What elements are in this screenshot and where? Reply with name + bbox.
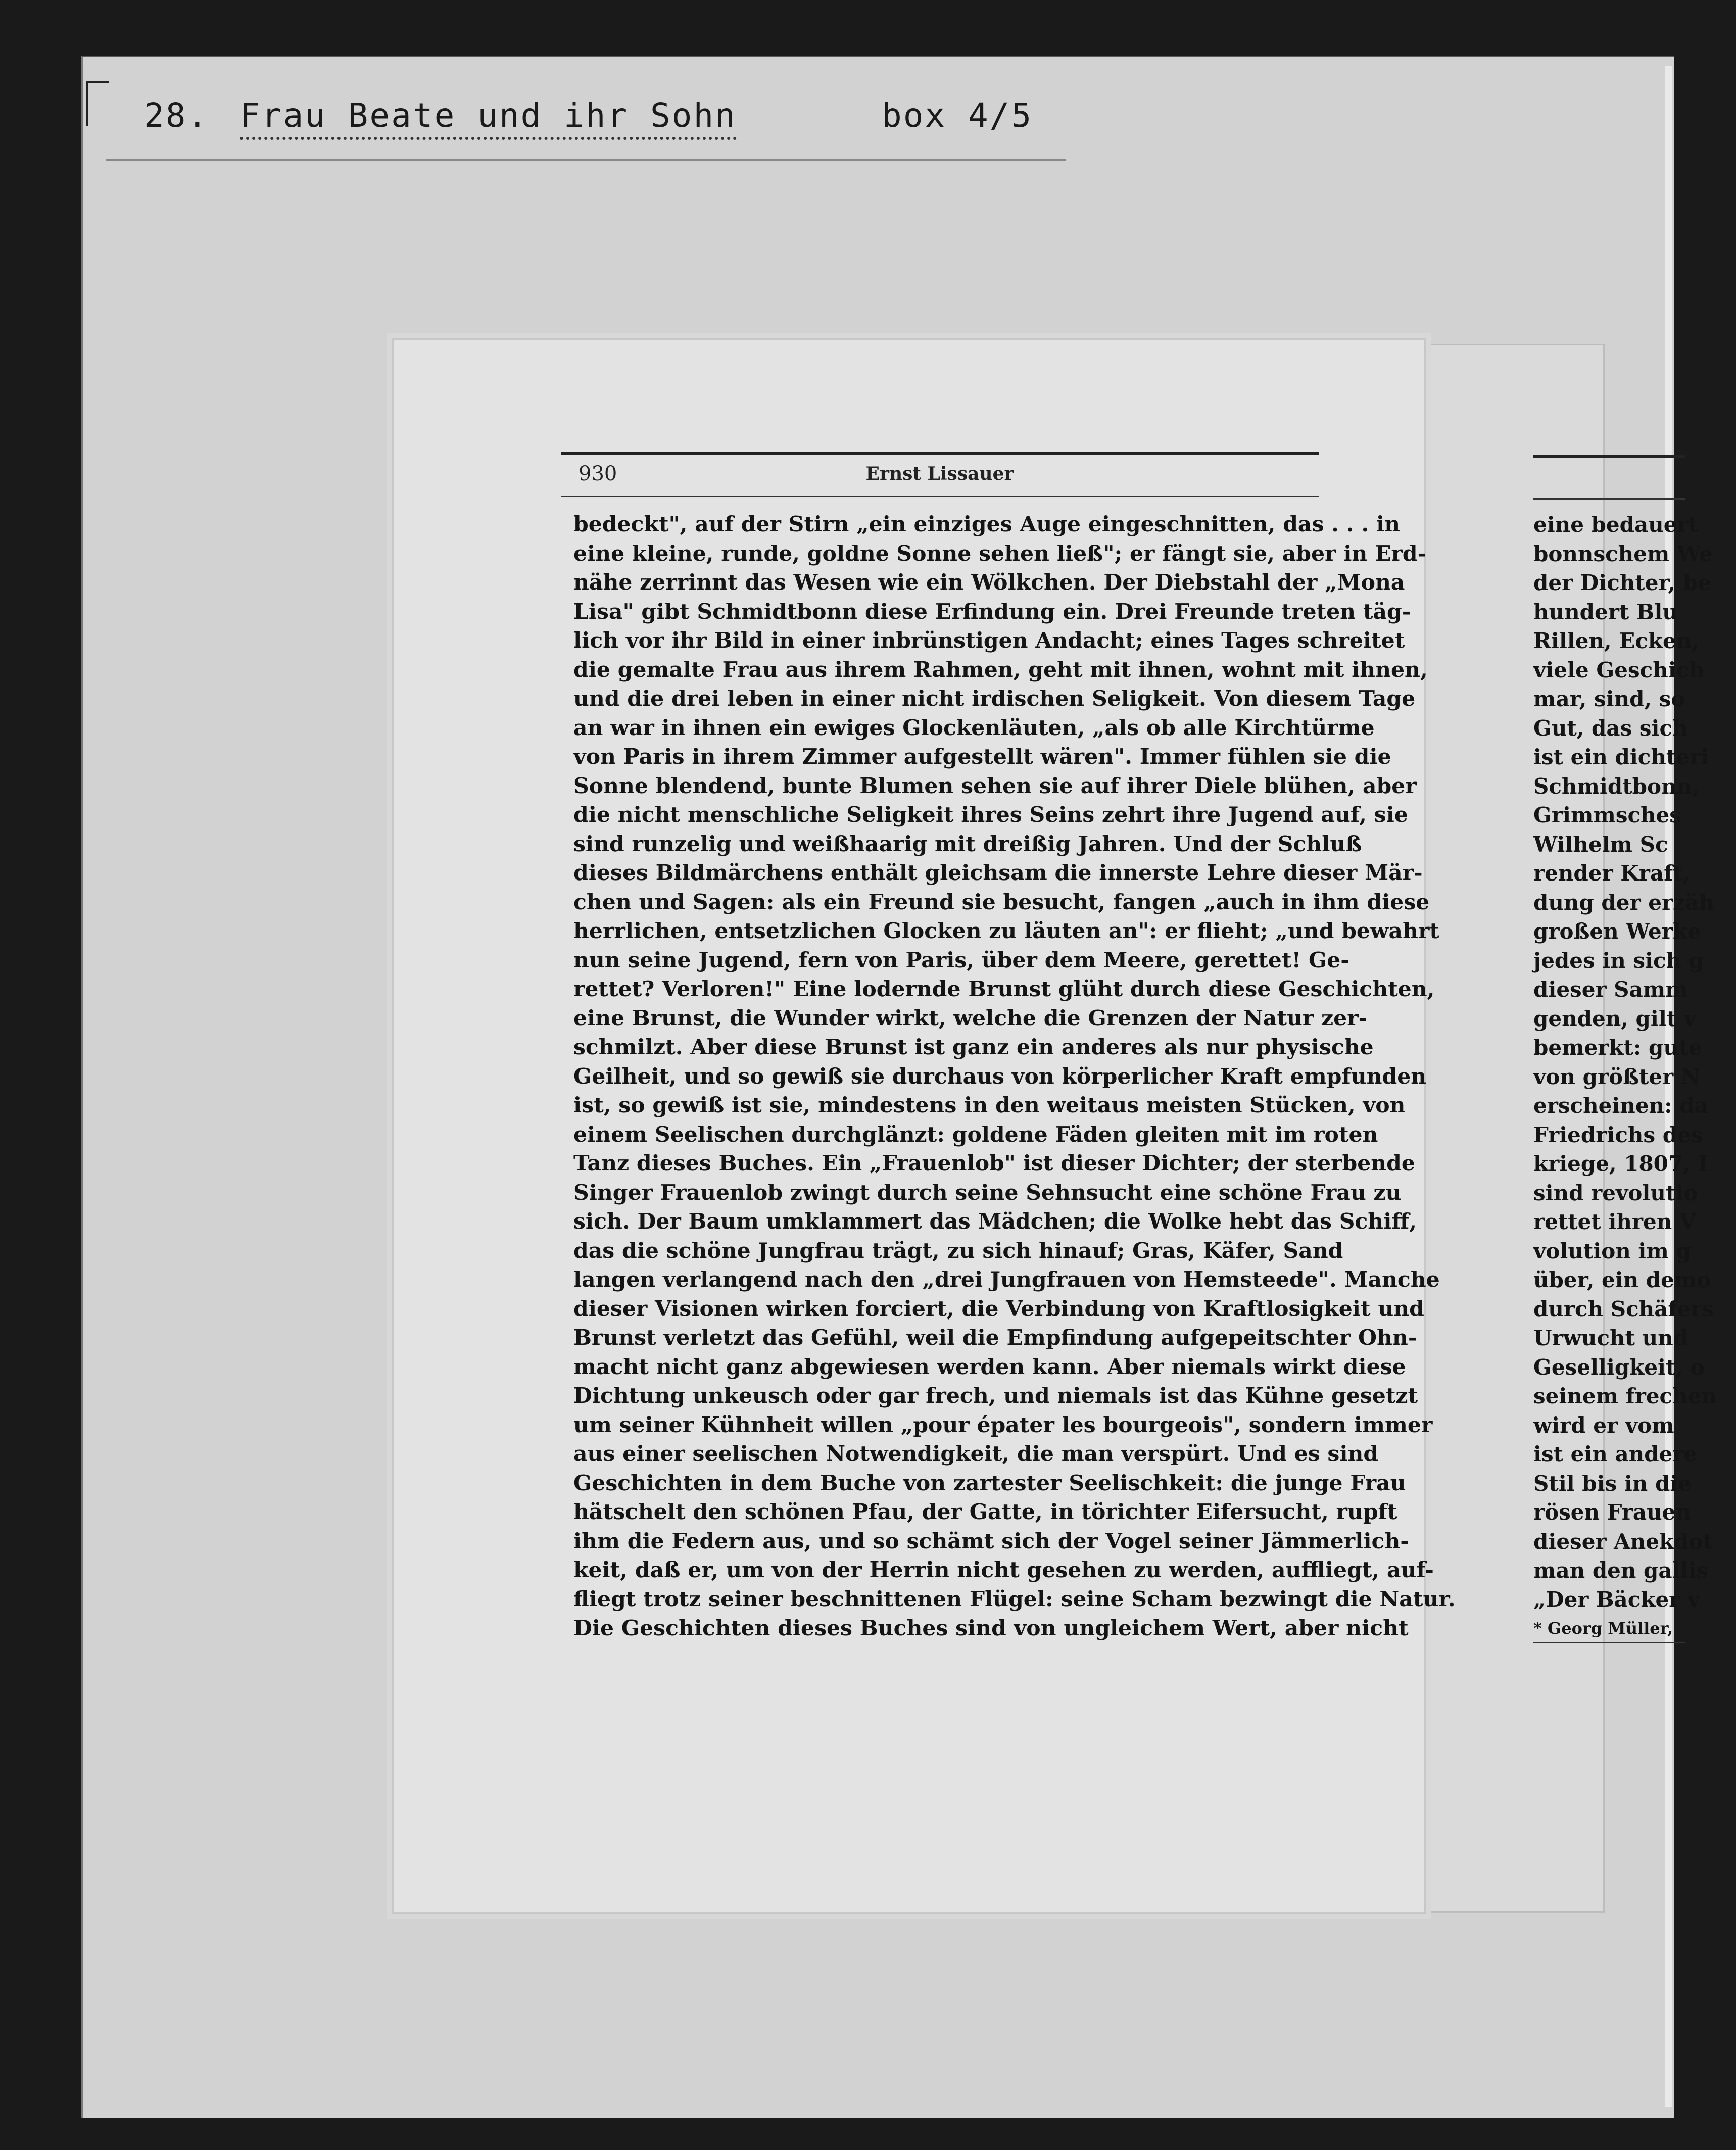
text-line: ist, so gewiß ist sie, mindestens in den weitaus meisten Stücken, von — [573, 1093, 1406, 1118]
adjacent-line: Urwucht und — [1533, 1326, 1689, 1350]
text-line: nähe zerrinnt das Wesen wie ein Wölkchen. Der Diebstahl der „Mona — [573, 570, 1405, 595]
adjacent-line: dieser Anekdot — [1533, 1529, 1713, 1554]
text-line: von Paris in ihrem Zimmer aufgestellt wären". Immer fühlen sie die — [573, 744, 1391, 769]
running-head — [561, 452, 1319, 497]
text-line: um seiner Kühnheit willen „pour épater les bourgeois", sondern immer — [573, 1412, 1433, 1438]
text-line: Lisa" gibt Schmidtbonn diese Erfindung ein. Drei Freunde treten täg- — [573, 599, 1411, 624]
text-line: hätschelt den schönen Pfau, der Gatte, in törichter Eifersucht, rupft — [573, 1499, 1397, 1525]
text-line: fliegt trotz seiner beschnittenen Flügel: seine Scham bezwingt die Natur. — [573, 1586, 1456, 1612]
text-line: schmilzt. Aber diese Brunst ist ganz ein anderes als nur physische — [573, 1035, 1374, 1060]
adjacent-line: Friedrichs des — [1533, 1122, 1703, 1147]
header-rule — [106, 159, 1066, 161]
adjacent-line: Rillen, Ecken, — [1533, 628, 1699, 653]
item-number: 28. — [144, 96, 209, 135]
text-line: die gemalte Frau aus ihrem Rahmen, geht mit ihnen, wohnt mit ihnen, — [573, 657, 1428, 682]
adjacent-line: jedes in sich g — [1533, 948, 1704, 973]
text-line: einem Seelischen durchglänzt: goldene Fäden gleiten mit im roten — [573, 1121, 1378, 1147]
text-line: bedeckt", auf der Stirn „ein einziges Auge eingeschnitten, das . . . in — [573, 512, 1401, 537]
text-line: langen verlangend nach den „drei Jungfrauen von Hemsteede". Manche — [573, 1267, 1440, 1292]
text-line: das die schöne Jungfrau trägt, zu sich hinauf; Gras, Käfer, Sand — [573, 1238, 1343, 1263]
text-line: Dichtung unkeusch oder gar frech, und niemals ist das Kühne gesetzt — [573, 1383, 1418, 1408]
adjacent-line: volution im g — [1533, 1238, 1691, 1263]
text-line: Geilheit, und so gewiß sie durchaus von körperlicher Kraft empfunden — [573, 1063, 1427, 1089]
text-line: rettet? Verloren!" Eine lodernde Brunst glüht durch diese Geschichten, — [573, 976, 1435, 1002]
adjacent-line: hundert Blu — [1533, 599, 1678, 624]
text-line: Brunst verletzt das Gefühl, weil die Empfindung aufgepeitschter Ohn- — [573, 1325, 1417, 1350]
text-line: eine Brunst, die Wunder wirkt, welche die Grenzen der Natur zer- — [573, 1005, 1368, 1031]
text-line: Geschichten in dem Buche von zartester Seelischkeit: die junge Frau — [573, 1470, 1406, 1496]
adjacent-line: bonnschem We — [1533, 541, 1713, 566]
text-line: und die drei leben in einer nicht irdischen Seligkeit. Von diesem Tage — [573, 686, 1416, 711]
adjacent-line: der Dichter, be — [1533, 570, 1711, 595]
footnote-rule — [1533, 1642, 1685, 1643]
adjacent-line: dieser Samm — [1533, 977, 1688, 1002]
adjacent-line: mar, sind, so — [1533, 687, 1685, 711]
text-line: lich vor ihr Bild in einer inbrünstigen Andacht; eines Tages schreitet — [573, 628, 1405, 653]
adjacent-line: erscheinen: da — [1533, 1093, 1708, 1118]
adjacent-line: großen Werke — [1533, 919, 1701, 944]
adjacent-line: Grimmsches — [1533, 803, 1681, 827]
page-number: 930 — [578, 462, 617, 485]
adjacent-line: wird er vom — [1533, 1412, 1674, 1438]
adjacent-line: von größter N — [1533, 1064, 1701, 1089]
text-line: Sonne blendend, bunte Blumen sehen sie auf ihrer Diele blühen, aber — [573, 773, 1417, 799]
adjacent-line: ist ein andere — [1533, 1442, 1698, 1467]
text-line: herrlichen, entsetzlichen Glocken zu läuten an": er flieht; „und bewahrt — [573, 918, 1440, 944]
adjacent-line: render Kraft, — [1533, 861, 1691, 886]
adjacent-line: rösen Frauen — [1533, 1500, 1691, 1525]
text-line: ihm die Federn aus, und so schämt sich der Vogel seiner Jämmerlich- — [573, 1528, 1409, 1554]
running-head-author: Ernst Lissauer — [865, 463, 1014, 484]
text-line: die nicht menschliche Seligkeit ihres Seins zehrt ihre Jugend auf, sie — [573, 802, 1408, 827]
adjacent-line: über, ein demo — [1533, 1267, 1711, 1292]
adjacent-page-fragment — [1533, 455, 1717, 1677]
text-line: an war in ihnen ein ewiges Glockenläuten, „als ob alle Kirchtürme — [573, 715, 1375, 741]
text-line: sich. Der Baum umklammert das Mädchen; die Wolke hebt das Schiff, — [573, 1209, 1417, 1234]
adjacent-line: sind revolutio — [1533, 1180, 1698, 1205]
adjacent-line: Geselligkeit, o — [1533, 1354, 1705, 1380]
box-label: box 4/5 — [882, 96, 1033, 135]
adjacent-line: „Der Bäcker v — [1533, 1587, 1700, 1612]
text-line: macht nicht ganz abgewiesen werden kann. Aber niemals wirkt diese — [573, 1354, 1406, 1380]
adjacent-line: viele Geschich — [1533, 657, 1705, 682]
adjacent-text — [1533, 510, 1717, 1643]
article-text — [573, 510, 1456, 1677]
adjacent-line: durch Schäfers — [1533, 1296, 1714, 1322]
text-line: sind runzelig und weißhaarig mit dreißig Jahren. Und der Schluß — [573, 831, 1362, 857]
adjacent-line: bemerkt: gute — [1533, 1035, 1703, 1060]
adjacent-line: Wilhelm Sc — [1533, 832, 1668, 857]
adjacent-line: seinem frechen — [1533, 1384, 1717, 1408]
adjacent-line: kriege, 1807, I — [1533, 1151, 1708, 1176]
adjacent-line: rettet ihren V — [1533, 1209, 1696, 1234]
text-line: aus einer seelischen Notwendigkeit, die man verspürt. Und es sind — [573, 1441, 1379, 1467]
text-line: eine kleine, runde, goldne Sonne sehen ließ"; er fängt sie, aber in Erd- — [573, 541, 1427, 566]
text-line: chen und Sagen: als ein Freund sie besucht, fangen „auch in ihm diese — [573, 889, 1430, 915]
adjacent-footnote: * Georg Müller, — [1533, 1619, 1673, 1638]
text-line: Tanz dieses Buches. Ein „Frauenlob" ist dieser Dichter; der sterbende — [573, 1151, 1415, 1176]
adjacent-line: Stil bis in die — [1533, 1471, 1692, 1496]
text-line: Singer Frauenlob zwingt durch seine Sehnsucht eine schöne Frau zu — [573, 1180, 1402, 1205]
adjacent-line: dung der erzäh — [1533, 890, 1714, 915]
adjacent-line: Schmidtbonn, — [1533, 773, 1700, 799]
text-line: Die Geschichten dieses Buches sind von ungleichem Wert, aber nicht — [573, 1616, 1409, 1641]
adjacent-top-rule — [1533, 455, 1685, 458]
text-line: nun seine Jugend, fern von Paris, über dem Meere, gerettet! Ge- — [573, 947, 1349, 973]
adjacent-line: man den gallis — [1533, 1558, 1709, 1583]
adjacent-line: eine bedauert — [1533, 512, 1699, 537]
corner-mark — [86, 81, 109, 126]
adjacent-line: Gut, das sich — [1533, 715, 1688, 741]
text-line: dieser Visionen wirken forciert, die Verbindung von Kraftlosigkeit und — [573, 1296, 1424, 1322]
adjacent-line: ist ein dichteri — [1533, 745, 1709, 769]
text-line: keit, daß er, um von der Herrin nicht gesehen zu werden, auffliegt, auf- — [573, 1557, 1434, 1583]
text-line: dieses Bildmärchens enthält gleichsam die innerste Lehre dieser Mär- — [573, 860, 1423, 886]
item-title: Frau Beate und ihr Sohn — [240, 96, 737, 140]
adjacent-line: genden, gilt v — [1533, 1006, 1697, 1031]
adjacent-second-rule — [1533, 498, 1685, 500]
